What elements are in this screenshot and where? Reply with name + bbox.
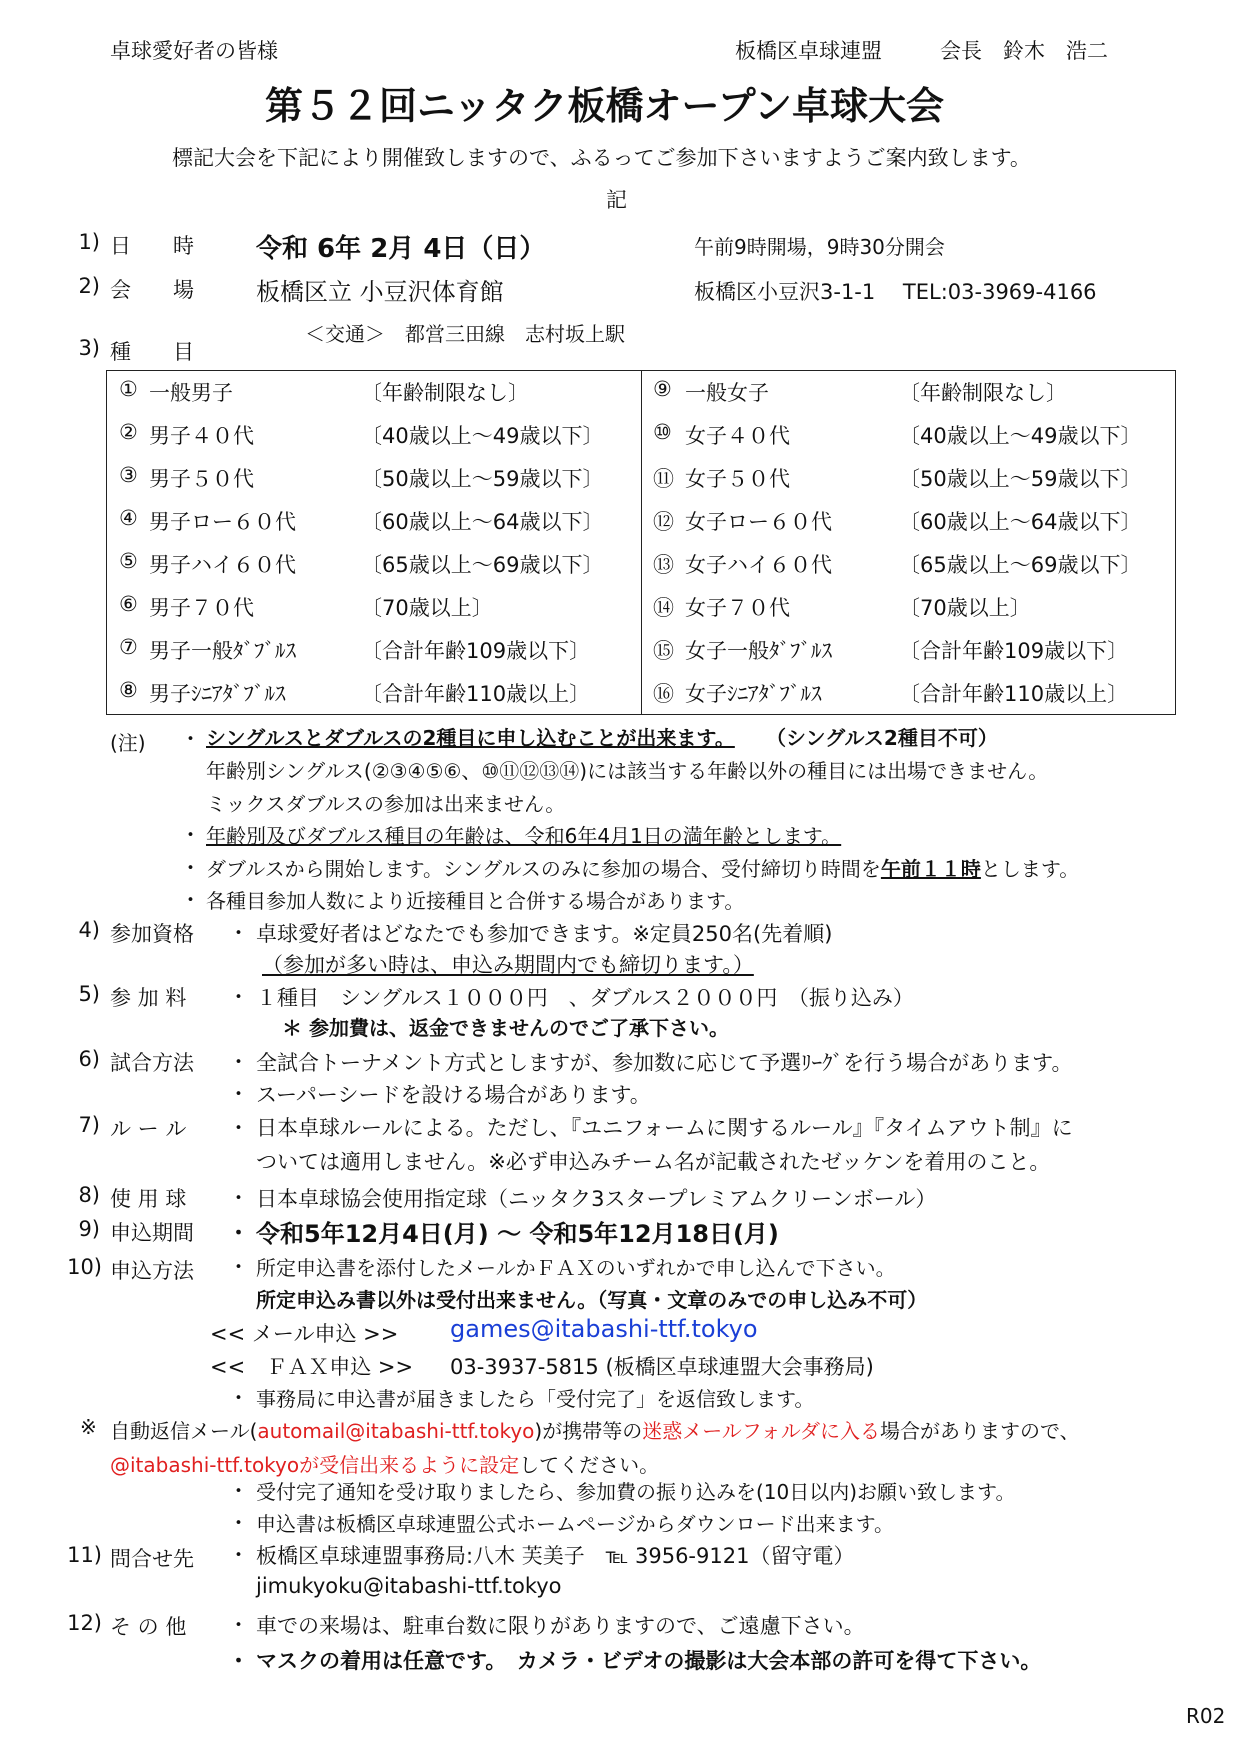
event-name: 男子ｼﾆｱﾀﾞﾌﾞﾙｽ xyxy=(149,682,286,706)
event-name: 女子４０代 xyxy=(685,424,790,448)
fee-line1: １種目 シングルス１０００円 、ダブルス２０００円 （振り込み） xyxy=(256,986,914,1010)
auto-reply-notice: 自動返信メール(automail@itabashi-ttf.tokyo)が携帯等の迷惑メールフォルダに入る場合がありますので、 xyxy=(110,1419,1080,1443)
event-number: ⑮ xyxy=(653,639,674,663)
event-name: 一般男子 xyxy=(149,381,233,405)
event-number: ⑪ xyxy=(653,467,674,491)
apply-line3: 事務局に申込書が届きましたら「受付完了」を返信致します。 xyxy=(256,1387,815,1411)
event-name: 男子４０代 xyxy=(149,424,254,448)
event-number: ② xyxy=(119,420,138,444)
event-number: ⑩ xyxy=(653,420,672,444)
event-condition: 〔年齢制限なし〕 xyxy=(899,381,1067,405)
venue-access: ＜交通＞ 都営三田線 志村坂上駅 xyxy=(305,322,625,346)
events-table xyxy=(106,370,1176,715)
period-dates: 令和5年12月4日(月) ～ 令和5年12月18日(月) xyxy=(256,1220,779,1248)
event-number: ⑨ xyxy=(653,377,672,401)
intro-text: 標記大会を下記により開催致しますので、ふるってご参加下さいますようご案内致します。 xyxy=(172,146,1031,170)
date-label: 日 時 xyxy=(110,234,194,258)
event-condition: 〔65歳以上～69歳以下〕 xyxy=(899,553,1142,577)
event-condition: 〔60歳以上～64歳以下〕 xyxy=(899,510,1142,534)
greeting: 卓球愛好者の皆様 xyxy=(110,39,278,63)
event-number: ⑧ xyxy=(119,678,138,702)
event-condition: 〔合計年齢109歳以下〕 xyxy=(361,639,591,663)
rules-line2: ついては適用しません。※必ず申込みチーム名が記載されたゼッケンを着用のこと。 xyxy=(256,1150,1051,1174)
event-number: ⑫ xyxy=(653,510,674,534)
contact-email[interactable]: jimukyoku@itabashi-ttf.tokyo xyxy=(256,1574,562,1598)
other-line1: 車での来場は、駐車台数に限りがありますので、ご遠慮下さい。 xyxy=(256,1614,865,1638)
event-condition: 〔合計年齢109歳以下〕 xyxy=(899,639,1129,663)
event-number: ⑬ xyxy=(653,553,674,577)
event-condition: 〔合計年齢110歳以上〕 xyxy=(361,682,591,706)
eligibility-line1: 卓球愛好者はどなたでも参加できます。※定員250名(先着順) xyxy=(256,922,833,946)
apply-line1: 所定申込書を添付したメールかＦＡＸのいずれかで申し込んで下さい。 xyxy=(256,1256,896,1280)
events-label: 種 目 xyxy=(110,340,194,364)
organizer: 板橋区卓球連盟 xyxy=(735,39,882,63)
rules-line1: 日本卓球ルールによる。ただし、『ユニフォームに関するルール』『タイムアウト制』に xyxy=(256,1116,1073,1140)
venue-label: 会 場 xyxy=(110,278,194,302)
contact-label: 問合せ先 xyxy=(110,1547,194,1571)
event-number: ⑥ xyxy=(119,592,138,616)
event-name: 女子５０代 xyxy=(685,467,790,491)
event-name: 男子ロー６０代 xyxy=(149,510,296,534)
item-number: 8) xyxy=(78,1183,100,1207)
auto-reply-setting: @itabashi-ttf.tokyoが受信出来るように設定してください。 xyxy=(110,1453,660,1477)
event-condition: 〔60歳以上～64歳以下〕 xyxy=(361,510,604,534)
president: 会長 鈴木 浩二 xyxy=(940,39,1108,63)
format-label: 試合方法 xyxy=(110,1051,194,1075)
item-number: 7) xyxy=(78,1113,100,1137)
event-number: ① xyxy=(119,377,138,401)
note-1-paren: （シングルス2種目不可） xyxy=(766,726,998,750)
fee-note: ＊ 参加費は、返金できませんのでご了承下さい。 xyxy=(282,1016,729,1040)
eligibility-line2: （参加が多い時は、申込み期間内でも締切ります。） xyxy=(262,953,754,977)
event-condition: 〔65歳以上～69歳以下〕 xyxy=(361,553,604,577)
event-number: ③ xyxy=(119,463,138,487)
period-label: 申込期間 xyxy=(110,1221,194,1245)
event-condition: 〔40歳以上～49歳以下〕 xyxy=(361,424,604,448)
event-name: 女子７０代 xyxy=(685,596,790,620)
event-condition: 〔70歳以上〕 xyxy=(899,596,1031,620)
ball-label: 使 用 球 xyxy=(110,1187,187,1211)
mail-apply-address[interactable]: games@itabashi-ttf.tokyo xyxy=(450,1315,758,1343)
mail-apply-label: << メール申込 >> xyxy=(210,1322,399,1346)
item-number: 11) xyxy=(67,1543,102,1567)
event-name: 男子一般ﾀﾞﾌﾞﾙｽ xyxy=(149,639,296,663)
contact-line1: 板橋区卓球連盟事務局:八木 芙美子 ℡ 3956-9121（留守電） xyxy=(256,1544,855,1568)
note-4: 各種目参加人数により近接種目と合併する場合があります。 xyxy=(206,889,745,913)
ball-line1: 日本卓球協会使用指定球（ニッタク3スタープレミアムクリーンボール） xyxy=(256,1187,937,1211)
page-title: 第５２回ニッタク板橋オープン卓球大会 xyxy=(265,84,945,128)
item-number: 9) xyxy=(78,1217,100,1241)
event-name: 男子ハイ６０代 xyxy=(149,553,296,577)
event-condition: 〔合計年齢110歳以上〕 xyxy=(899,682,1129,706)
item-number: 10) xyxy=(67,1255,102,1279)
event-number: ⑯ xyxy=(653,682,674,706)
apply-label: 申込方法 xyxy=(110,1259,194,1283)
download-note: 申込書は板橋区卓球連盟公式ホームページからダウンロード出来ます。 xyxy=(256,1512,894,1536)
notice-mark: ※ xyxy=(80,1415,97,1439)
format-line2: スーパーシードを設ける場合があります。 xyxy=(256,1083,651,1107)
format-line1: 全試合トーナメント方式としますが、参加数に応じて予選ﾘｰｸﾞを行う場合があります。 xyxy=(256,1051,1073,1075)
note-1-mixed: ミックスダブルスの参加は出来ません。 xyxy=(206,792,566,816)
rules-label: ル ー ル xyxy=(110,1117,187,1141)
event-condition: 〔70歳以上〕 xyxy=(361,596,493,620)
fax-apply-label: << ＦＡＸ申込 >> xyxy=(210,1355,414,1379)
event-number: ⑭ xyxy=(653,596,674,620)
item-number: 6) xyxy=(78,1047,100,1071)
ki-mark: 記 xyxy=(606,188,627,212)
other-label: そ の 他 xyxy=(110,1615,187,1639)
item-number: 12) xyxy=(67,1611,102,1635)
item-number: 2) xyxy=(78,274,100,298)
item-number: 5) xyxy=(78,982,100,1006)
event-condition: 〔年齢制限なし〕 xyxy=(361,381,529,405)
event-name: 女子ｼﾆｱﾀﾞﾌﾞﾙｽ xyxy=(685,682,822,706)
event-condition: 〔40歳以上～49歳以下〕 xyxy=(899,424,1142,448)
document-code: R02 xyxy=(1186,1704,1226,1728)
note-1-main: シングルスとダブルスの2種目に申し込むことが出来ます。 xyxy=(206,726,735,750)
notes-label: (注) xyxy=(110,731,146,755)
venue-address: 板橋区小豆沢3-1-1 TEL:03-3969-4166 xyxy=(694,280,1097,304)
event-name: 女子ハイ６０代 xyxy=(685,553,832,577)
event-number: ⑦ xyxy=(119,635,138,659)
eligibility-label: 参加資格 xyxy=(110,922,194,946)
event-condition: 〔50歳以上～59歳以下〕 xyxy=(899,467,1142,491)
fee-label: 参 加 料 xyxy=(110,986,187,1010)
note-3: ダブルスから開始します。シングルスのみに参加の場合、受付締切り時間を午前１１時とします。 xyxy=(206,857,1080,881)
event-name: 男子５０代 xyxy=(149,467,254,491)
payment-note: 受付完了通知を受け取りましたら、参加費の振り込みを(10日以内)お願い致します。 xyxy=(256,1480,1016,1504)
event-name: 女子ロー６０代 xyxy=(685,510,832,534)
event-date: 令和 6年 2月 4日（日） xyxy=(256,234,546,264)
other-line2: マスクの着用は任意です。 カメラ・ビデオの撮影は大会本部の許可を得て下さい。 xyxy=(256,1649,1042,1673)
note-1-age: 年齢別シングルス(②③④⑤⑥、⑩⑪⑫⑬⑭)には該当する年齢以外の種目には出場できません。 xyxy=(206,759,1049,783)
item-number: 4) xyxy=(78,918,100,942)
note-2: 年齢別及びダブルス種目の年齢は、令和6年4月1日の満年齢とします。 xyxy=(206,824,842,848)
event-name: 男子７０代 xyxy=(149,596,254,620)
event-number: ⑤ xyxy=(119,549,138,573)
event-condition: 〔50歳以上～59歳以下〕 xyxy=(361,467,604,491)
fax-apply-number: 03-3937-5815 (板橋区卓球連盟大会事務局) xyxy=(450,1355,874,1379)
apply-line2: 所定申込み書以外は受付出来ません。（写真・文章のみでの申し込み不可） xyxy=(256,1288,928,1312)
date-note: 午前9時開場，9時30分開会 xyxy=(694,235,945,259)
event-name: 一般女子 xyxy=(685,381,769,405)
event-name: 女子一般ﾀﾞﾌﾞﾙｽ xyxy=(685,639,832,663)
item-number: 3) xyxy=(78,336,100,360)
event-number: ④ xyxy=(119,506,138,530)
venue-name: 板橋区立 小豆沢体育館 xyxy=(256,278,504,306)
item-number: 1) xyxy=(78,230,100,254)
